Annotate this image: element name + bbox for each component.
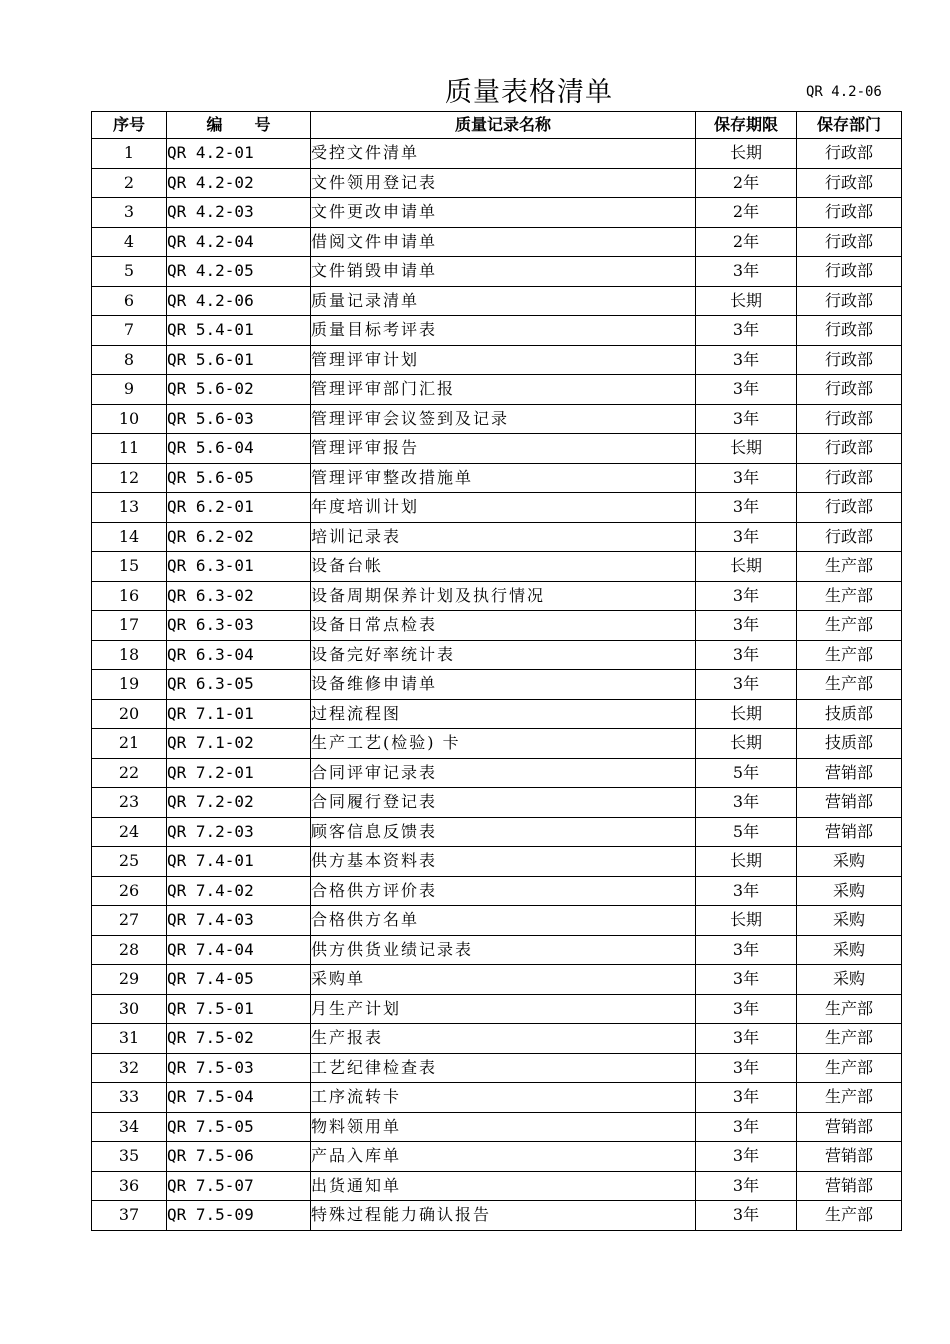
cell-serial-number: 17 bbox=[92, 611, 167, 641]
cell-department: 采购 bbox=[797, 906, 902, 936]
cell-code: QR 7.4-02 bbox=[167, 876, 311, 906]
cell-serial-number: 36 bbox=[92, 1171, 167, 1201]
cell-serial-number: 23 bbox=[92, 788, 167, 818]
document-code: QR 4.2-06 bbox=[806, 84, 882, 100]
cell-department: 行政部 bbox=[797, 286, 902, 316]
cell-retention-period: 3年 bbox=[696, 257, 797, 287]
cell-department: 采购 bbox=[797, 847, 902, 877]
cell-department: 技质部 bbox=[797, 699, 902, 729]
cell-serial-number: 3 bbox=[92, 198, 167, 228]
cell-department: 行政部 bbox=[797, 257, 902, 287]
cell-retention-period: 3年 bbox=[696, 463, 797, 493]
cell-record-name: 月生产计划 bbox=[311, 994, 696, 1024]
cell-serial-number: 12 bbox=[92, 463, 167, 493]
cell-record-name: 工序流转卡 bbox=[311, 1083, 696, 1113]
cell-record-name: 设备日常点检表 bbox=[311, 611, 696, 641]
cell-serial-number: 6 bbox=[92, 286, 167, 316]
table-row bbox=[92, 611, 902, 641]
table-header-row bbox=[92, 112, 902, 139]
cell-serial-number: 37 bbox=[92, 1201, 167, 1231]
cell-retention-period: 长期 bbox=[696, 729, 797, 759]
cell-serial-number: 2 bbox=[92, 168, 167, 198]
table-row bbox=[92, 847, 902, 877]
cell-department: 生产部 bbox=[797, 1024, 902, 1054]
table-row bbox=[92, 876, 902, 906]
cell-record-name: 借阅文件申请单 bbox=[311, 227, 696, 257]
table-row bbox=[92, 404, 902, 434]
cell-department: 生产部 bbox=[797, 611, 902, 641]
cell-retention-period: 3年 bbox=[696, 788, 797, 818]
cell-record-name: 合格供方名单 bbox=[311, 906, 696, 936]
cell-retention-period: 5年 bbox=[696, 817, 797, 847]
cell-department: 行政部 bbox=[797, 168, 902, 198]
cell-retention-period: 3年 bbox=[696, 876, 797, 906]
cell-department: 行政部 bbox=[797, 434, 902, 464]
table-body bbox=[92, 139, 902, 1231]
cell-department: 生产部 bbox=[797, 1083, 902, 1113]
cell-code: QR 5.6-01 bbox=[167, 345, 311, 375]
cell-serial-number: 11 bbox=[92, 434, 167, 464]
cell-code: QR 5.4-01 bbox=[167, 316, 311, 346]
table-row bbox=[92, 139, 902, 169]
cell-record-name: 物料领用单 bbox=[311, 1112, 696, 1142]
cell-code: QR 5.6-05 bbox=[167, 463, 311, 493]
cell-retention-period: 长期 bbox=[696, 286, 797, 316]
table-row bbox=[92, 375, 902, 405]
cell-serial-number: 34 bbox=[92, 1112, 167, 1142]
cell-record-name: 受控文件清单 bbox=[311, 139, 696, 169]
cell-department: 营销部 bbox=[797, 1112, 902, 1142]
table-row bbox=[92, 227, 902, 257]
table-row bbox=[92, 788, 902, 818]
cell-retention-period: 3年 bbox=[696, 375, 797, 405]
cell-serial-number: 13 bbox=[92, 493, 167, 523]
cell-department: 行政部 bbox=[797, 139, 902, 169]
cell-record-name: 顾客信息反馈表 bbox=[311, 817, 696, 847]
cell-code: QR 4.2-02 bbox=[167, 168, 311, 198]
cell-code: QR 6.2-01 bbox=[167, 493, 311, 523]
cell-retention-period: 3年 bbox=[696, 1083, 797, 1113]
cell-record-name: 合格供方评价表 bbox=[311, 876, 696, 906]
cell-department: 行政部 bbox=[797, 493, 902, 523]
cell-retention-period: 长期 bbox=[696, 699, 797, 729]
cell-record-name: 合同评审记录表 bbox=[311, 758, 696, 788]
cell-code: QR 7.5-05 bbox=[167, 1112, 311, 1142]
header-department: 保存部门 bbox=[797, 112, 902, 139]
cell-record-name: 设备台帐 bbox=[311, 552, 696, 582]
cell-serial-number: 29 bbox=[92, 965, 167, 995]
cell-code: QR 6.3-05 bbox=[167, 670, 311, 700]
cell-retention-period: 长期 bbox=[696, 847, 797, 877]
cell-retention-period: 3年 bbox=[696, 404, 797, 434]
cell-retention-period: 3年 bbox=[696, 1201, 797, 1231]
cell-record-name: 年度培训计划 bbox=[311, 493, 696, 523]
table-row bbox=[92, 198, 902, 228]
cell-code: QR 4.2-04 bbox=[167, 227, 311, 257]
cell-retention-period: 3年 bbox=[696, 493, 797, 523]
cell-serial-number: 32 bbox=[92, 1053, 167, 1083]
cell-code: QR 5.6-02 bbox=[167, 375, 311, 405]
cell-serial-number: 27 bbox=[92, 906, 167, 936]
cell-code: QR 6.3-04 bbox=[167, 640, 311, 670]
cell-code: QR 6.3-02 bbox=[167, 581, 311, 611]
table-row bbox=[92, 257, 902, 287]
cell-department: 行政部 bbox=[797, 198, 902, 228]
cell-serial-number: 18 bbox=[92, 640, 167, 670]
table-row bbox=[92, 670, 902, 700]
cell-code: QR 7.5-04 bbox=[167, 1083, 311, 1113]
cell-code: QR 7.2-01 bbox=[167, 758, 311, 788]
cell-record-name: 合同履行登记表 bbox=[311, 788, 696, 818]
cell-retention-period: 3年 bbox=[696, 1053, 797, 1083]
cell-department: 生产部 bbox=[797, 581, 902, 611]
table-row bbox=[92, 168, 902, 198]
cell-department: 行政部 bbox=[797, 463, 902, 493]
cell-code: QR 4.2-06 bbox=[167, 286, 311, 316]
cell-department: 行政部 bbox=[797, 375, 902, 405]
cell-retention-period: 3年 bbox=[696, 640, 797, 670]
cell-serial-number: 10 bbox=[92, 404, 167, 434]
cell-code: QR 7.1-01 bbox=[167, 699, 311, 729]
cell-code: QR 7.4-05 bbox=[167, 965, 311, 995]
cell-code: QR 7.5-06 bbox=[167, 1142, 311, 1172]
cell-code: QR 7.5-01 bbox=[167, 994, 311, 1024]
cell-code: QR 7.4-04 bbox=[167, 935, 311, 965]
cell-code: QR 4.2-01 bbox=[167, 139, 311, 169]
cell-retention-period: 3年 bbox=[696, 316, 797, 346]
cell-record-name: 管理评审整改措施单 bbox=[311, 463, 696, 493]
cell-department: 生产部 bbox=[797, 552, 902, 582]
records-table bbox=[91, 111, 902, 1231]
cell-retention-period: 2年 bbox=[696, 168, 797, 198]
cell-record-name: 设备完好率统计表 bbox=[311, 640, 696, 670]
cell-serial-number: 16 bbox=[92, 581, 167, 611]
cell-retention-period: 3年 bbox=[696, 965, 797, 995]
cell-code: QR 7.5-09 bbox=[167, 1201, 311, 1231]
cell-department: 生产部 bbox=[797, 640, 902, 670]
cell-record-name: 供方基本资料表 bbox=[311, 847, 696, 877]
cell-record-name: 特殊过程能力确认报告 bbox=[311, 1201, 696, 1231]
header-code: 编 号 bbox=[167, 112, 311, 139]
cell-serial-number: 31 bbox=[92, 1024, 167, 1054]
cell-record-name: 质量目标考评表 bbox=[311, 316, 696, 346]
cell-department: 生产部 bbox=[797, 670, 902, 700]
cell-serial-number: 33 bbox=[92, 1083, 167, 1113]
cell-retention-period: 3年 bbox=[696, 611, 797, 641]
cell-record-name: 过程流程图 bbox=[311, 699, 696, 729]
cell-department: 采购 bbox=[797, 965, 902, 995]
cell-serial-number: 5 bbox=[92, 257, 167, 287]
cell-record-name: 出货通知单 bbox=[311, 1171, 696, 1201]
cell-department: 生产部 bbox=[797, 1201, 902, 1231]
cell-record-name: 设备维修申请单 bbox=[311, 670, 696, 700]
cell-code: QR 7.1-02 bbox=[167, 729, 311, 759]
cell-record-name: 产品入库单 bbox=[311, 1142, 696, 1172]
cell-record-name: 文件销毁申请单 bbox=[311, 257, 696, 287]
table-row bbox=[92, 493, 902, 523]
table-row bbox=[92, 699, 902, 729]
cell-department: 行政部 bbox=[797, 404, 902, 434]
cell-retention-period: 3年 bbox=[696, 994, 797, 1024]
cell-serial-number: 9 bbox=[92, 375, 167, 405]
table-row bbox=[92, 581, 902, 611]
table-row bbox=[92, 1053, 902, 1083]
cell-retention-period: 长期 bbox=[696, 552, 797, 582]
table-row bbox=[92, 758, 902, 788]
cell-department: 生产部 bbox=[797, 1053, 902, 1083]
cell-retention-period: 3年 bbox=[696, 1024, 797, 1054]
cell-serial-number: 22 bbox=[92, 758, 167, 788]
cell-retention-period: 5年 bbox=[696, 758, 797, 788]
table-row bbox=[92, 994, 902, 1024]
cell-serial-number: 8 bbox=[92, 345, 167, 375]
cell-code: QR 7.4-03 bbox=[167, 906, 311, 936]
cell-record-name: 培训记录表 bbox=[311, 522, 696, 552]
cell-retention-period: 3年 bbox=[696, 581, 797, 611]
cell-department: 采购 bbox=[797, 935, 902, 965]
cell-record-name: 生产工艺(检验) 卡 bbox=[311, 729, 696, 759]
cell-code: QR 6.2-02 bbox=[167, 522, 311, 552]
cell-retention-period: 3年 bbox=[696, 1142, 797, 1172]
table-row bbox=[92, 1142, 902, 1172]
cell-code: QR 7.5-02 bbox=[167, 1024, 311, 1054]
cell-serial-number: 25 bbox=[92, 847, 167, 877]
cell-serial-number: 4 bbox=[92, 227, 167, 257]
table-row bbox=[92, 1112, 902, 1142]
table-row bbox=[92, 1171, 902, 1201]
table-row bbox=[92, 1024, 902, 1054]
cell-retention-period: 长期 bbox=[696, 434, 797, 464]
cell-retention-period: 3年 bbox=[696, 670, 797, 700]
cell-serial-number: 14 bbox=[92, 522, 167, 552]
cell-code: QR 5.6-03 bbox=[167, 404, 311, 434]
cell-retention-period: 3年 bbox=[696, 345, 797, 375]
table-row bbox=[92, 316, 902, 346]
cell-department: 营销部 bbox=[797, 758, 902, 788]
cell-serial-number: 21 bbox=[92, 729, 167, 759]
cell-code: QR 5.6-04 bbox=[167, 434, 311, 464]
cell-code: QR 7.5-03 bbox=[167, 1053, 311, 1083]
table-row bbox=[92, 463, 902, 493]
cell-serial-number: 1 bbox=[92, 139, 167, 169]
cell-department: 营销部 bbox=[797, 1171, 902, 1201]
cell-code: QR 4.2-03 bbox=[167, 198, 311, 228]
cell-retention-period: 2年 bbox=[696, 227, 797, 257]
cell-retention-period: 3年 bbox=[696, 522, 797, 552]
cell-retention-period: 3年 bbox=[696, 935, 797, 965]
table-row bbox=[92, 729, 902, 759]
table-row bbox=[92, 935, 902, 965]
cell-record-name: 文件更改申请单 bbox=[311, 198, 696, 228]
cell-serial-number: 7 bbox=[92, 316, 167, 346]
table-row bbox=[92, 1201, 902, 1231]
cell-department: 行政部 bbox=[797, 522, 902, 552]
cell-department: 采购 bbox=[797, 876, 902, 906]
header-record-name: 质量记录名称 bbox=[311, 112, 696, 139]
table-row bbox=[92, 522, 902, 552]
cell-code: QR 6.3-01 bbox=[167, 552, 311, 582]
cell-record-name: 设备周期保养计划及执行情况 bbox=[311, 581, 696, 611]
cell-department: 营销部 bbox=[797, 817, 902, 847]
table-row bbox=[92, 1083, 902, 1113]
cell-serial-number: 30 bbox=[92, 994, 167, 1024]
cell-record-name: 管理评审会议签到及记录 bbox=[311, 404, 696, 434]
cell-serial-number: 28 bbox=[92, 935, 167, 965]
cell-record-name: 管理评审部门汇报 bbox=[311, 375, 696, 405]
cell-retention-period: 长期 bbox=[696, 139, 797, 169]
cell-code: QR 7.5-07 bbox=[167, 1171, 311, 1201]
table-row bbox=[92, 817, 902, 847]
table-row bbox=[92, 434, 902, 464]
header-retention-period: 保存期限 bbox=[696, 112, 797, 139]
cell-serial-number: 19 bbox=[92, 670, 167, 700]
cell-department: 行政部 bbox=[797, 316, 902, 346]
table-row bbox=[92, 906, 902, 936]
cell-department: 技质部 bbox=[797, 729, 902, 759]
cell-code: QR 7.2-02 bbox=[167, 788, 311, 818]
cell-code: QR 4.2-05 bbox=[167, 257, 311, 287]
cell-department: 行政部 bbox=[797, 345, 902, 375]
table-row bbox=[92, 552, 902, 582]
table-row bbox=[92, 286, 902, 316]
cell-department: 生产部 bbox=[797, 994, 902, 1024]
cell-code: QR 6.3-03 bbox=[167, 611, 311, 641]
cell-code: QR 7.4-01 bbox=[167, 847, 311, 877]
cell-record-name: 采购单 bbox=[311, 965, 696, 995]
cell-record-name: 管理评审计划 bbox=[311, 345, 696, 375]
table-row bbox=[92, 345, 902, 375]
cell-serial-number: 20 bbox=[92, 699, 167, 729]
cell-serial-number: 35 bbox=[92, 1142, 167, 1172]
cell-serial-number: 26 bbox=[92, 876, 167, 906]
page-title: 质量表格清单 bbox=[445, 77, 613, 108]
cell-record-name: 生产报表 bbox=[311, 1024, 696, 1054]
table-row bbox=[92, 965, 902, 995]
cell-serial-number: 24 bbox=[92, 817, 167, 847]
cell-retention-period: 3年 bbox=[696, 1171, 797, 1201]
cell-retention-period: 长期 bbox=[696, 906, 797, 936]
cell-record-name: 工艺纪律检查表 bbox=[311, 1053, 696, 1083]
cell-code: QR 7.2-03 bbox=[167, 817, 311, 847]
cell-record-name: 管理评审报告 bbox=[311, 434, 696, 464]
table-row bbox=[92, 640, 902, 670]
cell-record-name: 质量记录清单 bbox=[311, 286, 696, 316]
cell-serial-number: 15 bbox=[92, 552, 167, 582]
cell-retention-period: 3年 bbox=[696, 1112, 797, 1142]
cell-retention-period: 2年 bbox=[696, 198, 797, 228]
cell-record-name: 供方供货业绩记录表 bbox=[311, 935, 696, 965]
header-serial-number: 序号 bbox=[92, 112, 167, 139]
cell-record-name: 文件领用登记表 bbox=[311, 168, 696, 198]
cell-department: 营销部 bbox=[797, 1142, 902, 1172]
cell-department: 营销部 bbox=[797, 788, 902, 818]
cell-department: 行政部 bbox=[797, 227, 902, 257]
